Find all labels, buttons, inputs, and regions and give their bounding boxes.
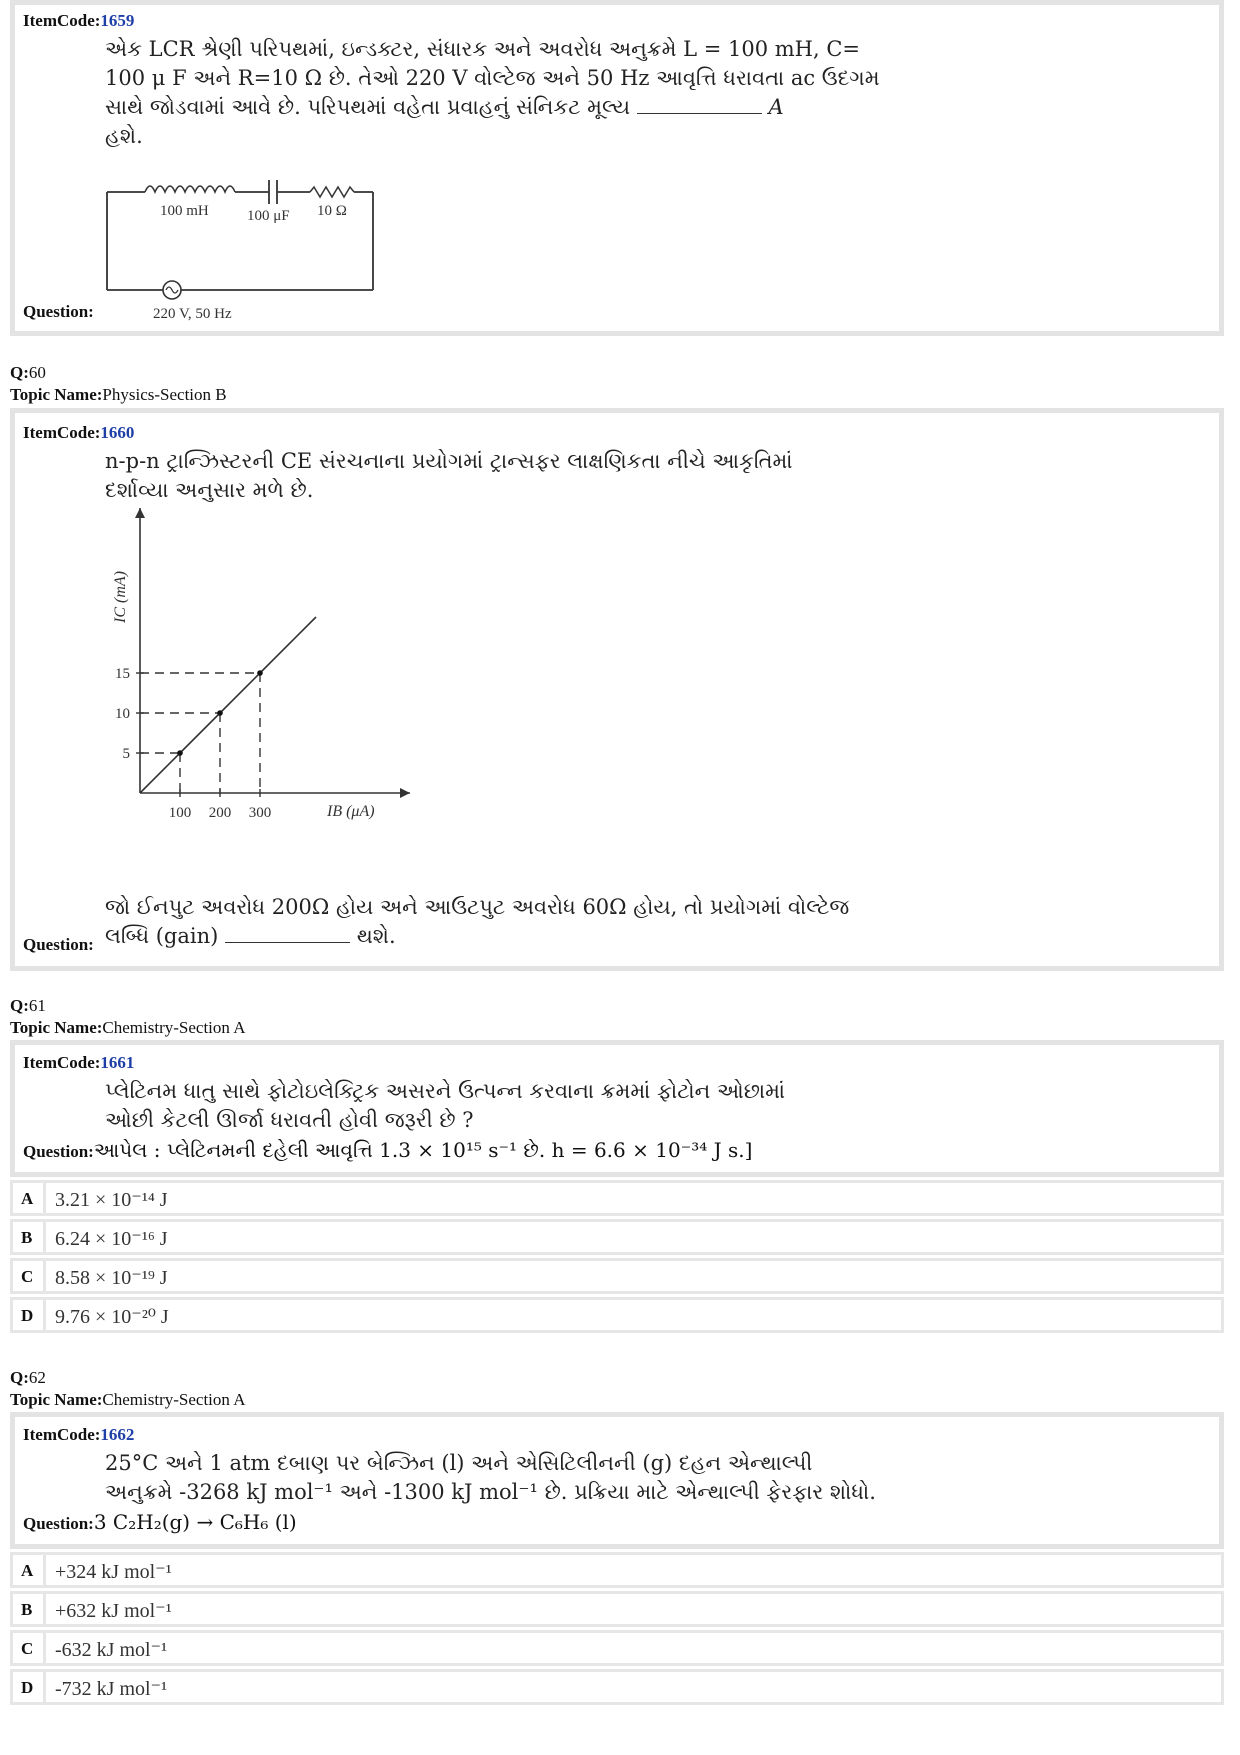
x-axis-label: IB (μA) [327, 803, 375, 820]
lcr-circuit-diagram [105, 170, 415, 320]
question-text: એક LCR શ્રેણી પરિપથમાં, ઇન્ડક્ટર, સંધારક અને અવરોધ અનુક્રમે L = 100 mH, C= 100 μ F અને R=10 Ω છે. તેઓ 220 V વોલ્ટેજ અને 50 Hz આવૃત્તિ ધરાવતા ac ઉદગમ સાથે જોડવામાં આવે છે. પરિપથમાં વહેતા પ્રવાહનું સંનિકટ મૂલ્ય A હશે. [105, 37, 880, 148]
y-tick-label-2: 5 [122, 746, 130, 762]
x-tick-label-0: 100 [168, 805, 192, 821]
option-c[interactable]: C -632 kJ mol⁻¹ [10, 1630, 1224, 1666]
inductor-symbol [145, 186, 235, 192]
option-b[interactable]: B +632 kJ mol⁻¹ [10, 1591, 1224, 1627]
option-a[interactable]: A +324 kJ mol⁻¹ [10, 1552, 1224, 1588]
question-text-bottom: જો ઈનપુટ અવરોધ 200Ω હોય અને આઉટપુટ અવરોધ 60Ω હોય, તો પ્રયોગમાં વોલ્ટેજ લબ્ધિ (gain) થશે. [105, 895, 850, 948]
y-tick-label-1: 10 [115, 706, 130, 722]
question-header-62: Q:62 Topic Name:Chemistry-Section A [10, 1368, 246, 1409]
question-label: Question: [23, 302, 94, 321]
item-code: ItemCode:1661 [23, 1053, 135, 1072]
option-b[interactable]: B 6.24 × 10⁻¹⁶ J [10, 1219, 1224, 1255]
option-c[interactable]: C 8.58 × 10⁻¹⁹ J [10, 1258, 1224, 1294]
resistor-symbol [310, 187, 354, 197]
item-code: ItemCode:1662 [23, 1425, 135, 1444]
inductor-label: 100 mH [160, 203, 209, 219]
x-axis-arrow [400, 788, 410, 798]
data-point-0 [177, 750, 183, 756]
source-label: 220 V, 50 Hz [153, 306, 232, 322]
answer-blank [637, 95, 762, 114]
y-axis-arrow [135, 508, 145, 518]
x-tick-label-2: 300 [248, 805, 272, 821]
question-card-1660 [10, 408, 1224, 971]
y-tick-label-0: 15 [115, 666, 130, 682]
question-text: 25°C અને 1 atm દબાણ પર બેન્ઝિન (l) અને એસિટિલીનની (g) દહન એન્થાલ્પી અનુક્રમે -3268 kJ mol⁻¹ અને -1300 kJ mol⁻¹ છે. પ્રક્રિયા માટે એન્થાલ્પી ફેરફાર શોધો. [105, 1451, 876, 1504]
option-d[interactable]: D 9.76 × 10⁻²⁰ J [10, 1297, 1224, 1333]
resistor-label: 10 Ω [317, 203, 347, 219]
question-card-1659 [10, 0, 1224, 336]
capacitor-label: 100 μF [247, 208, 290, 224]
question-text: પ્લેટિનમ ધાતુ સાથે ફોટોઇલેક્ટ્રિક અસરને ઉત્પન્ન કરવાના ક્રમમાં ફોટોન ઓછામાં ઓછી કેટલી ઊર્જા ધરાવતી હોવી જરૂરી છે ? [105, 1079, 786, 1132]
answer-blank [225, 924, 350, 943]
question-label: Question: [23, 935, 94, 954]
question-last-line: Question:3 C₂H₂(g) → C₆H₆ (l) [23, 1510, 297, 1534]
question-card-1661 [10, 1040, 1224, 1177]
data-point-1 [217, 710, 223, 716]
question-last-line: Question:આપેલ : પ્લેટિનમની દહેલી આવૃત્તિ 1.3 × 10¹⁵ s⁻¹ છે. h = 6.6 × 10⁻³⁴ J s.] [23, 1138, 753, 1162]
option-d[interactable]: D -732 kJ mol⁻¹ [10, 1669, 1224, 1705]
data-point-2 [257, 670, 263, 676]
x-tick-label-1: 200 [208, 805, 232, 821]
transfer-characteristic-graph [95, 503, 435, 833]
item-code: ItemCode:1659 [23, 11, 135, 30]
question-card-1662 [10, 1412, 1224, 1549]
option-a[interactable]: A 3.21 × 10⁻¹⁴ J [10, 1180, 1224, 1216]
question-text-top: n-p-n ટ્રાન્ઝિસ્ટરની CE સંરચનાના પ્રયોગમાં ટ્રાન્સફર લાક્ષણિકતા નીચે આકૃતિમાં દર્શાવ્યા અનુસાર મળે છે. [105, 449, 793, 502]
question-header-60: Q:60 Topic Name:Physics-Section B [10, 363, 227, 404]
item-code: ItemCode:1660 [23, 423, 135, 442]
y-axis-label: IC (mA) [112, 571, 129, 623]
series-line [140, 617, 316, 793]
question-header-61: Q:61 Topic Name:Chemistry-Section A [10, 996, 246, 1037]
